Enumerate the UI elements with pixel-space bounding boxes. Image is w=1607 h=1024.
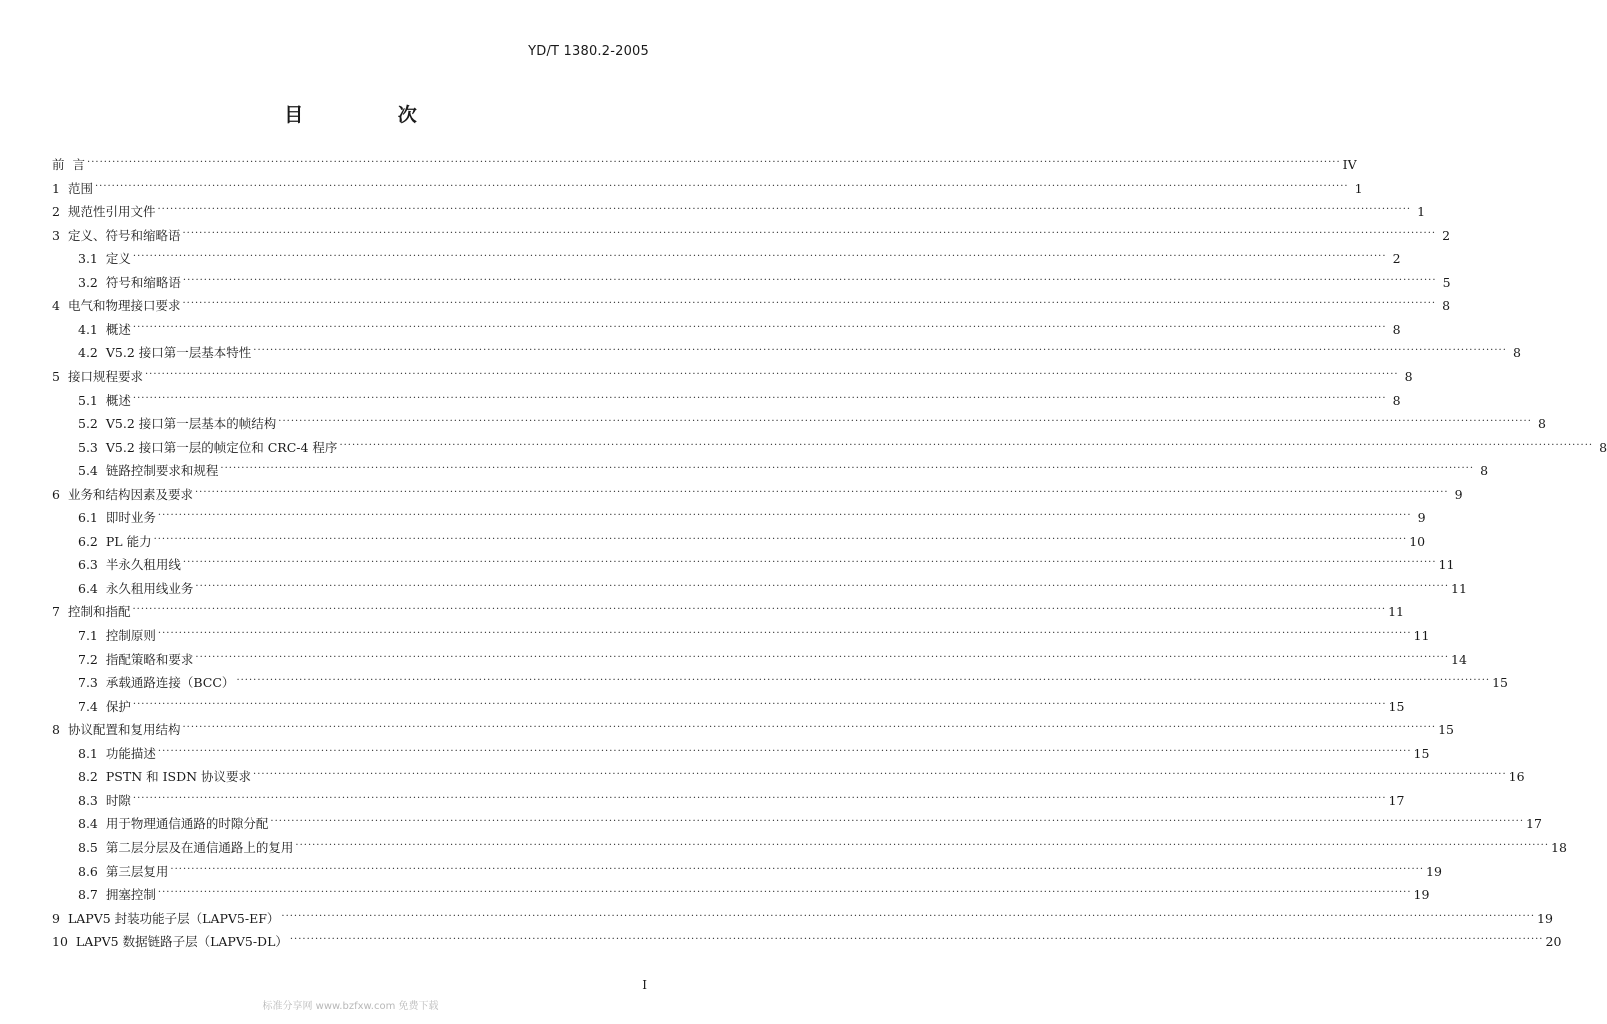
toc-entry-page: 8 xyxy=(1537,416,1546,432)
toc-entry-page: 15 xyxy=(1492,675,1508,691)
toc-entry-page: 1 xyxy=(1354,180,1363,196)
toc-entry[interactable] xyxy=(0,810,1542,832)
toc-entry-label: V5.2 接口第一层基本的帧结构 xyxy=(105,416,277,432)
toc-entry-label: 概述 xyxy=(105,321,131,337)
toc-entry-number: 8 xyxy=(52,722,60,738)
toc-leader-dots: ············································································································································································································································································································ xyxy=(132,792,1387,804)
toc-entry-page: 8 xyxy=(1442,298,1451,314)
toc-entry-label: 规范性引用文件 xyxy=(67,204,156,220)
toc-entry-number: 4.1 xyxy=(78,321,98,337)
toc-entry-page: 11 xyxy=(1438,557,1455,573)
toc-entry[interactable] xyxy=(0,410,1546,432)
toc-entry-page: 15 xyxy=(1438,722,1454,738)
toc-leader-dots: ············································································································································································································································································································ xyxy=(157,204,1412,216)
toc-entry-number: 前 xyxy=(52,157,65,172)
toc-entry-label: 指配策略和要求 xyxy=(105,651,194,667)
toc-entry[interactable] xyxy=(0,457,1489,479)
toc-entry-number: 5.2 xyxy=(78,416,98,432)
toc-entry[interactable] xyxy=(0,151,1357,173)
toc-entry-page: 5 xyxy=(1442,274,1451,290)
toc-leader-dots: ············································································································································································································································································································ xyxy=(157,628,1412,639)
toc-entry-number: 4.2 xyxy=(78,345,98,361)
toc-leader-dots: ············································································································································································································································································································ xyxy=(253,345,1507,357)
toc-entry-label: V5.2 接口第一层基本特性 xyxy=(105,345,252,361)
toc-entry[interactable] xyxy=(0,905,1553,927)
toc-leader-dots: ············································································································································································································································································································ xyxy=(195,651,1450,663)
toc-entry-label: 定义 xyxy=(105,251,131,267)
toc-entry-label: 用于物理通信通路的时隙分配 xyxy=(105,816,269,832)
toc-entry-number: 2 xyxy=(52,204,60,220)
toc-entry-label: V5.2 接口第一层的帧定位和 CRC-4 程序 xyxy=(105,439,338,455)
toc-entry-label: 言 xyxy=(72,157,86,172)
toc-entry-label: 永久租用线业务 xyxy=(105,580,194,596)
toc-entry[interactable] xyxy=(0,528,1426,550)
toc-leader-dots: ············································································································································································································································································································ xyxy=(157,510,1412,522)
toc-entry-page: 15 xyxy=(1413,745,1430,761)
toc-leader-dots: ············································································································································································································································································································ xyxy=(132,698,1387,710)
toc-entry-label: 控制原则 xyxy=(105,628,156,643)
toc-entry-number: 6.3 xyxy=(78,557,98,573)
toc-entry-number: 7.4 xyxy=(78,698,98,714)
toc-entry-page: 1 xyxy=(1417,204,1426,220)
toc-entry[interactable] xyxy=(0,622,1430,644)
toc-entry[interactable] xyxy=(0,575,1467,597)
toc-leader-dots: ············································································································································································································································································································ xyxy=(253,769,1507,781)
toc-entry-label: 范围 xyxy=(67,180,93,196)
toc-entry[interactable] xyxy=(0,646,1467,668)
toc-entry-number: 6.2 xyxy=(78,533,98,549)
toc-leader-dots: ············································································································································································································································································································ xyxy=(281,910,1536,922)
toc-entry-page: 8 xyxy=(1392,321,1401,337)
toc-leader-dots: ············································································································································································································································································································ xyxy=(182,227,1437,239)
toc-leader-dots: ············································································································································································································································································································ xyxy=(144,368,1399,380)
toc-entry-label: 第三层复用 xyxy=(105,863,169,879)
toc-entry-number: 5.3 xyxy=(78,439,98,455)
toc-leader-dots: ············································································································································································································································································································ xyxy=(182,722,1437,734)
toc-entry[interactable] xyxy=(0,881,1430,903)
toc-entry-number: 8.2 xyxy=(78,769,98,785)
toc-entry-page: 2 xyxy=(1442,227,1451,243)
document-id: YD/T 1380.2-2005 xyxy=(528,44,649,59)
toc-entry-label: 承载通路连接（BCC） xyxy=(105,675,235,691)
toc-entry-number: 4 xyxy=(52,298,60,314)
toc-entry-label: 第二层分层及在通信通路上的复用 xyxy=(105,839,294,855)
toc-entry-label: 接口规程要求 xyxy=(67,368,143,384)
toc-leader-dots: ············································································································································································································································································································ xyxy=(87,157,1341,168)
toc-entry-number: 3 xyxy=(52,227,60,243)
toc-entry-page: 11 xyxy=(1388,604,1404,620)
toc-entry[interactable] xyxy=(0,222,1451,244)
toc-entry-page: 8 xyxy=(1512,345,1521,361)
toc-entry-page: 11 xyxy=(1451,580,1467,596)
watermark-text: 标准分享网 www.bzfxw.com 免费下载 xyxy=(262,1001,439,1012)
toc-entry[interactable] xyxy=(0,292,1451,314)
toc-entry[interactable] xyxy=(0,834,1567,856)
page-number: I xyxy=(642,978,647,992)
toc-entry-label: 功能描述 xyxy=(105,745,156,761)
toc-entry-label: 符号和缩略语 xyxy=(105,274,181,290)
toc-entry[interactable] xyxy=(0,198,1426,220)
toc-entry[interactable] xyxy=(0,858,1442,880)
toc-entry[interactable] xyxy=(0,269,1451,291)
toc-entry-number: 6.4 xyxy=(78,580,98,596)
toc-entry-label: 电气和物理接口要求 xyxy=(67,298,181,314)
toc-entry-label: 协议配置和复用结构 xyxy=(67,722,181,738)
toc-leader-dots: ············································································································································································································································································································ xyxy=(157,745,1412,757)
toc-leader-dots: ············································································································································································································································································································ xyxy=(220,463,1475,475)
toc-leader-dots: ············································································································································································································································································································ xyxy=(182,557,1437,569)
toc-entry-label: 即时业务 xyxy=(105,510,156,526)
toc-leader-dots: ············································································································································································································································································································ xyxy=(157,887,1412,899)
toc-entry-page: 20 xyxy=(1545,934,1562,950)
toc-entry[interactable] xyxy=(0,339,1521,361)
toc-entry[interactable] xyxy=(0,598,1404,620)
toc-leader-dots: ············································································································································································································································································································ xyxy=(132,251,1387,263)
toc-entry-page: 19 xyxy=(1413,887,1430,903)
toc-leader-dots: ············································································································································································································································································································ xyxy=(278,416,1532,428)
toc-entry-page: 2 xyxy=(1392,251,1401,267)
toc-entry-label: 概述 xyxy=(105,392,131,408)
toc-leader-dots: ············································································································································································································································································································ xyxy=(195,580,1450,592)
toc-entry-number: 8.3 xyxy=(78,792,98,808)
toc-entry-number: 8.7 xyxy=(78,887,98,903)
toc-entry-label: 时隙 xyxy=(105,792,131,808)
toc-entry[interactable] xyxy=(0,551,1455,573)
toc-entry-number: 8.1 xyxy=(78,745,98,761)
toc-leader-dots: ············································································································································································································································································································ xyxy=(194,486,1449,498)
toc-entry-label: 控制和指配 xyxy=(67,604,131,620)
toc-entry-label: 半永久租用线 xyxy=(105,557,181,573)
toc-entry-page: 18 xyxy=(1551,839,1567,855)
toc-entry[interactable] xyxy=(0,387,1401,409)
toc-leader-dots: ············································································································································································································································································································ xyxy=(170,863,1425,875)
toc-entry-number: 5.4 xyxy=(78,463,98,479)
toc-entry-number: 5.1 xyxy=(78,392,98,408)
toc-leader-dots: ············································································································································································································································································································ xyxy=(295,839,1550,851)
toc-entry-page: 16 xyxy=(1508,769,1525,785)
toc-entry[interactable] xyxy=(0,693,1405,715)
toc-entry-page: 9 xyxy=(1454,486,1463,502)
toc-entry-label: 链路控制要求和规程 xyxy=(105,463,219,479)
toc-entry-number: 6 xyxy=(52,486,60,502)
toc-entry[interactable] xyxy=(0,363,1413,385)
toc-entry-page: 8 xyxy=(1599,439,1607,455)
toc-entry-page: 8 xyxy=(1404,368,1413,384)
toc-entry-page: 14 xyxy=(1451,651,1467,667)
toc-entry-number: 10 xyxy=(52,934,68,950)
toc-entry[interactable] xyxy=(0,434,1607,456)
toc-entry-page: 8 xyxy=(1480,463,1489,479)
toc-entry[interactable] xyxy=(0,669,1508,691)
toc-entry-label: 拥塞控制 xyxy=(105,887,156,903)
toc-entry-number: 8.4 xyxy=(78,816,98,832)
toc-entry-number: 7.2 xyxy=(78,651,98,667)
toc-entry-page: 9 xyxy=(1417,510,1426,526)
toc-leader-dots: ············································································································································································································································································································ xyxy=(270,816,1525,828)
toc-entry-label: PL 能力 xyxy=(105,533,152,549)
toc-entry[interactable] xyxy=(0,316,1401,338)
toc-entry-label: 业务和结构因素及要求 xyxy=(67,486,193,502)
toc-entry-number: 8.6 xyxy=(78,863,98,879)
toc-entry-page: 17 xyxy=(1388,792,1405,808)
toc-leader-dots: ············································································································································································································································································································ xyxy=(339,439,1594,451)
toc-entry-label: 保护 xyxy=(105,698,131,714)
toc-entry[interactable] xyxy=(0,928,1562,950)
toc-entry-page: 11 xyxy=(1413,628,1430,643)
toc-entry-number: 8.5 xyxy=(78,839,98,855)
toc-entry[interactable] xyxy=(0,787,1405,809)
toc-leader-dots: ············································································································································································································································································································ xyxy=(236,675,1491,687)
toc-entry-page: 19 xyxy=(1537,910,1553,926)
toc-entry-number: 3.1 xyxy=(78,251,98,267)
toc-entry-page: 15 xyxy=(1388,698,1405,714)
toc-entry-page: 17 xyxy=(1526,816,1542,832)
toc-entry-number: 6.1 xyxy=(78,510,98,526)
toc-entry[interactable] xyxy=(0,481,1463,503)
toc-leader-dots: ············································································································································································································································································································ xyxy=(94,180,1349,192)
toc-leader-dots: ············································································································································································································································································································ xyxy=(289,934,1544,946)
toc-entry-page: 8 xyxy=(1392,392,1401,408)
toc-entry-number: 9 xyxy=(52,910,60,926)
toc-entry-number: 7 xyxy=(52,604,60,620)
toc-entry-label: 定义、符号和缩略语 xyxy=(67,227,181,243)
toc-entry-number: 1 xyxy=(52,180,60,196)
toc-leader-dots: ············································································································································································································································································································ xyxy=(132,604,1387,616)
toc-entry[interactable] xyxy=(0,740,1430,762)
toc-entry-number: 7.1 xyxy=(78,628,98,643)
toc-leader-dots: ············································································································································································································································································································ xyxy=(153,533,1408,545)
toc-entry[interactable] xyxy=(0,504,1426,526)
toc-leader-dots: ············································································································································································································································································································ xyxy=(182,274,1437,286)
toc-entry-page: 19 xyxy=(1426,863,1442,879)
toc-entry[interactable] xyxy=(0,245,1401,267)
toc-entry-label: LAPV5 数据链路子层（LAPV5-DL） xyxy=(75,934,288,950)
page-title: 目 次 xyxy=(284,104,461,126)
toc-entry-number: 7.3 xyxy=(78,675,98,691)
toc-entry[interactable] xyxy=(0,763,1525,785)
toc-entry-number: 5 xyxy=(52,368,60,384)
toc-entry[interactable] xyxy=(0,175,1363,197)
toc-leader-dots: ············································································································································································································································································································ xyxy=(132,321,1387,333)
toc-leader-dots: ············································································································································································································································································································ xyxy=(182,298,1437,310)
toc-entry-page: IV xyxy=(1342,157,1357,172)
toc-entry[interactable] xyxy=(0,716,1454,738)
toc-entry-page: 10 xyxy=(1409,533,1426,549)
toc-entry-number: 3.2 xyxy=(78,274,98,290)
toc-entry-label: PSTN 和 ISDN 协议要求 xyxy=(105,769,252,785)
toc-entry-label: LAPV5 封装功能子层（LAPV5-EF） xyxy=(67,910,280,926)
toc-leader-dots: ············································································································································································································································································································ xyxy=(132,392,1387,404)
